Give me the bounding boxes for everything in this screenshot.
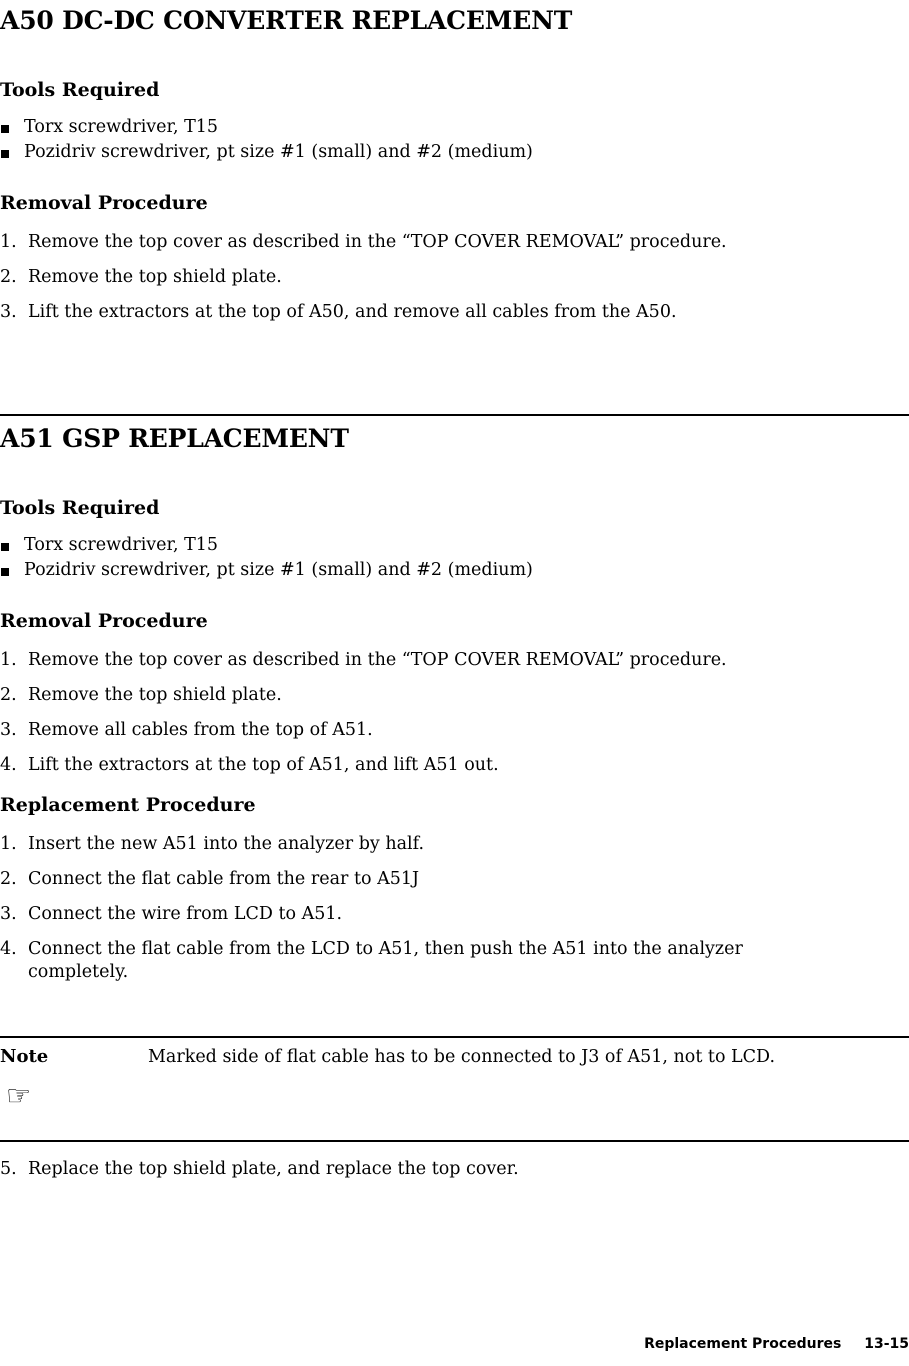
list-item [0,534,909,557]
section-title-a51: A51 GSP REPLACEMENT [0,424,349,453]
list-item [0,116,909,139]
list-item [0,559,909,582]
bullet-square-icon [1,568,9,576]
removal-procedure-heading-a51: Removal Procedure [0,610,208,632]
list-item [0,684,909,707]
tools-required-heading-a51: Tools Required [0,497,160,519]
step-text: Lift the extractors at the top of A50, and remove all cables from the A50. [28,302,677,322]
step-text: Insert the new A51 into the analyzer by half. [28,834,425,854]
step-text: Connect the wire from LCD to A51. [28,904,343,924]
note-bottom-rule [0,1140,909,1142]
list-item [0,1158,909,1181]
bullet-square-icon [1,543,9,551]
tools-required-heading-a50: Tools Required [0,79,160,101]
step-text: Remove all cables from the top of A51. [28,720,373,740]
step-text: Connect the flat cable from the rear to A51J [28,869,419,889]
list-item [0,266,909,289]
step-number: 1. [0,834,17,854]
replacement-procedure-heading-a51: Replacement Procedure [0,794,256,816]
note-top-rule [0,1036,909,1038]
step-number: 3. [0,720,17,740]
bullet-square-icon [1,150,9,158]
step-text: Connect the flat cable from the LCD to A51, then push the A51 into the analyzer completely. [28,939,743,982]
removal-steps-a50 [0,231,909,324]
list-item [0,649,909,672]
list-item [0,719,909,742]
note-block [0,1044,909,1140]
step-number: 1. [0,232,17,252]
page-footer [644,1336,909,1352]
final-steps-a51 [0,1158,909,1193]
tool-label: Torx screwdriver, T15 [24,535,219,555]
step-text: Remove the top cover as described in the “TOP COVER REMOVAL” procedure. [28,232,727,252]
tools-list-a51 [0,534,909,582]
list-item [0,301,909,324]
list-item [0,868,909,891]
step-text: Replace the top shield plate, and replace the top cover. [28,1159,519,1179]
tools-list-a50 [0,116,909,164]
step-number: 2. [0,869,17,889]
note-text: Marked side of flat cable has to be connected to J3 of A51, not to LCD. [148,1047,776,1067]
step-number: 3. [0,904,17,924]
removal-procedure-heading-a50: Removal Procedure [0,192,208,214]
note-label: Note [0,1046,49,1067]
step-text: Remove the top shield plate. [28,685,282,705]
list-item [0,231,909,254]
step-number: 4. [0,755,17,775]
tool-label: Pozidriv screwdriver, pt size #1 (small) and #2 (medium) [24,560,533,580]
step-text: Remove the top cover as described in the “TOP COVER REMOVAL” procedure. [28,650,727,670]
list-item [0,754,909,777]
section-a51 [0,424,909,988]
step-number: 3. [0,302,17,322]
tool-label: Torx screwdriver, T15 [24,117,219,137]
step-number: 1. [0,650,17,670]
list-item [0,938,909,984]
step-number: 2. [0,267,17,287]
list-item [0,833,909,856]
step-text: Remove the top shield plate. [28,267,282,287]
section-a50 [0,6,909,336]
pointing-hand-icon: ☞ [6,1079,32,1112]
step-number: 2. [0,685,17,705]
step-number: 4. [0,939,17,959]
footer-chapter-title: Replacement Procedures [644,1336,842,1352]
list-item [0,903,909,926]
removal-steps-a51 [0,649,909,777]
replacement-steps-a51 [0,833,909,984]
section-divider [0,414,909,416]
tool-label: Pozidriv screwdriver, pt size #1 (small) and #2 (medium) [24,142,533,162]
footer-page-number: 13-15 [864,1336,909,1352]
step-number: 5. [0,1159,17,1179]
section-title-a50: A50 DC-DC CONVERTER REPLACEMENT [0,6,573,35]
bullet-square-icon [1,125,9,133]
list-item [0,141,909,164]
step-text: Lift the extractors at the top of A51, and lift A51 out. [28,755,499,775]
